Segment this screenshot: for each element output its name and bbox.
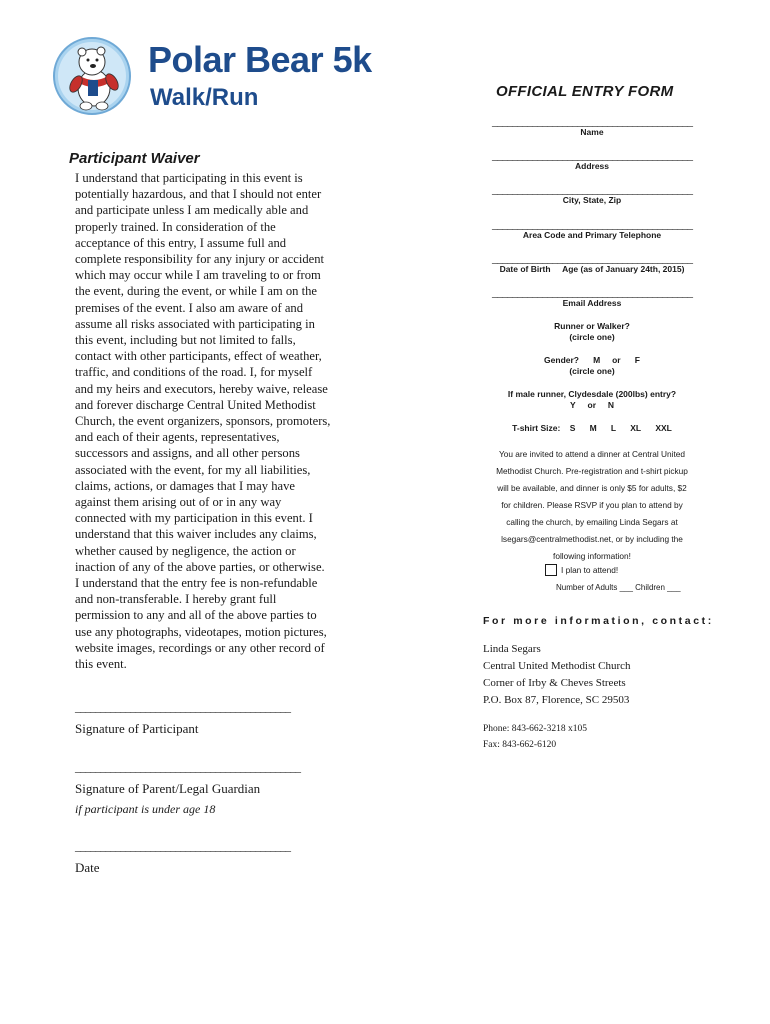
attendee-count-line[interactable]: Number of Adults ___ Children ___ [556,583,681,592]
polar-bear-logo [52,36,132,116]
tshirt-size-m[interactable]: M [589,423,597,433]
clydesdale-question: If male runner, Clydesdale (200lbs) entry? [507,389,677,399]
phone-field[interactable]: ________________________________________ [492,217,692,231]
age-label: Age (as of January 24th, 2015) [562,264,685,274]
tshirt-row [462,423,722,433]
guardian-signature-label: Signature of Parent/Legal Guardian [75,781,261,796]
dinner-line: lsegars@centralmethodist.net, or by including the [501,534,683,544]
clydesdale-or: or [587,400,597,410]
email-label: Email Address [562,298,622,308]
name-field[interactable]: ________________________________________ [492,114,692,128]
tshirt-size-s[interactable]: S [569,423,576,433]
circle-one-note-2: (circle one) [569,366,615,376]
contact-phone: Phone: 843-662-3218 x105 [483,724,587,734]
address-label: Address [574,161,609,171]
gender-label: Gender? [544,355,579,365]
dinner-line: You are invited to attend a dinner at Central United [498,449,686,459]
contact-fax: Fax: 843-662-6120 [483,740,557,750]
waiver-heading: Participant Waiver [69,150,200,167]
guardian-note: if participant is under age 18 [75,802,216,816]
address-field[interactable]: ________________________________________ [492,148,692,162]
dob-age-field[interactable]: ________________________________________ [492,251,692,265]
date-label: Date [75,860,100,875]
gender-option-f[interactable]: F [634,355,640,365]
clydesdale-options [462,400,722,410]
contact-org: Central United Methodist Church [483,660,631,672]
dinner-line: calling the church, by emailing Linda Segars at [506,517,678,527]
brand-subtitle: Walk/Run [150,84,259,111]
dinner-line: for children. Please RSVP if you plan to attend by [501,500,683,510]
dob-label: Date of Birth [499,264,551,274]
contact-street: Corner of Irby & Cheves Streets [483,677,626,689]
tshirt-size-xl[interactable]: XL [630,423,642,433]
form-title: OFFICIAL ENTRY FORM [496,83,674,100]
participant-signature-line[interactable]: ___________________________________________ [75,700,290,714]
contact-heading: For more information, contact: [483,615,714,627]
brand-title: Polar Bear 5k [148,39,372,80]
rsvp-checkbox[interactable] [545,564,557,576]
runner-walker-question[interactable]: Runner or Walker? [554,321,630,331]
gender-option-m[interactable]: M [593,355,601,365]
tshirt-size-xxl[interactable]: XXL [655,423,672,433]
guardian-signature-line[interactable]: _____________________________________________ [75,760,300,774]
name-label: Name [580,127,604,137]
contact-name: Linda Segars [483,643,541,655]
rsvp-label: I plan to attend! [561,565,619,575]
waiver-text: I understand that participating in this event is potentially hazardous, and that I should not enter and participate unless I am medically able and properly trained. In consideration of the acceptance of this entry, I assume full and complete responsibility for any injury or accident which may occur while I am traveling to or from the event, during the event, or while I am on the premises of the event. I also am aware of and assume all risks associated with participating in this event, including but not limited to falls, contact with other participants, effect of weather, traffic, and conditions of the road. I, for myself and my heirs and executors, hereby waive, release and forever discharge Central United Methodist Church, the event organizers, sponsors, promoters, and each of their agents, representatives, successors and assigns, and all other persons associated with the event, for my all liabilities, claims, actions, or damages that I may have against them arising out of or in any way connected with my participation in this event. I understand that this waiver includes any claims, whether caused by negligence, the action or inaction of any of the above parties, or otherwise. I understand that the entry fee is non-refundable and non-transferable. I hereby grant full permission to any and all of the above parties to use any photographs, videotapes, motion pictures, website images, recordings or any other record of this event. [75,171,331,672]
city-label: City, State, Zip [562,195,622,205]
gender-or: or [612,355,621,365]
dinner-line: Methodist Church. Pre-registration and t-shirt pickup [496,466,688,476]
date-line[interactable]: ___________________________________________ [75,839,290,853]
tshirt-size-l[interactable]: L [610,423,617,433]
gender-row [462,355,722,365]
clydesdale-option-n[interactable]: N [607,400,614,410]
dinner-line: will be available, and dinner is only $5 for adults, $2 [497,483,687,493]
tshirt-label: T-shirt Size: [512,423,561,433]
clydesdale-option-y[interactable]: Y [570,400,576,410]
participant-signature-label: Signature of Participant [75,721,199,736]
phone-label: Area Code and Primary Telephone [522,230,662,240]
email-field[interactable]: ________________________________________ [492,285,692,299]
dinner-line: following information! [553,551,631,561]
city-field[interactable]: ________________________________________ [492,182,692,196]
contact-po-box: P.O. Box 87, Florence, SC 29503 [483,694,630,706]
circle-one-note: (circle one) [569,332,615,342]
dob-age-labels [462,264,722,274]
